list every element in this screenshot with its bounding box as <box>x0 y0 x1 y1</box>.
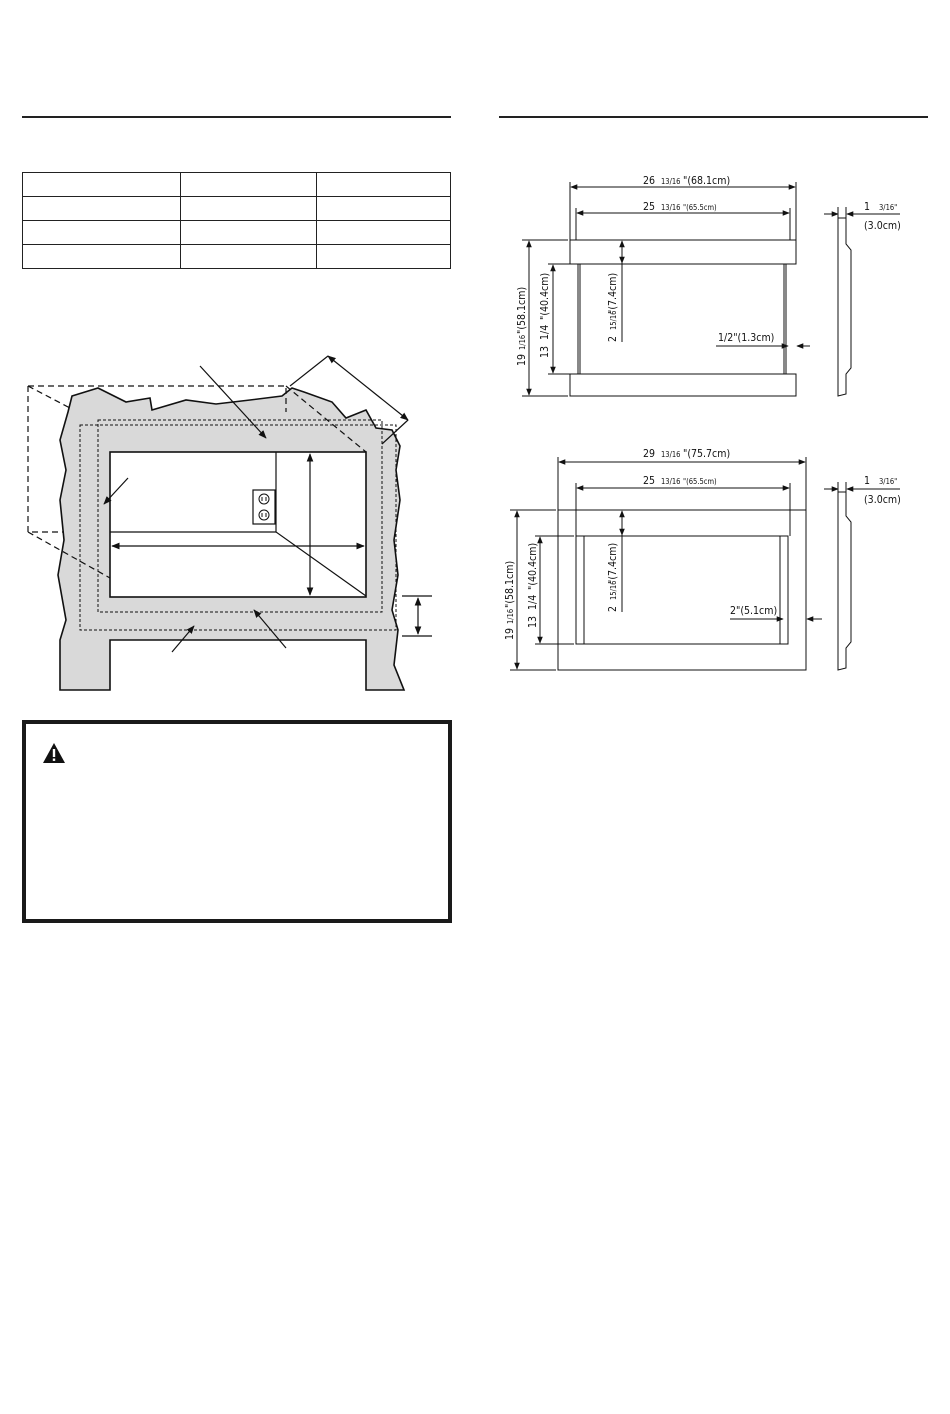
overall-height-fraction-2: 1/16 <box>506 608 515 624</box>
overall-width-unit: "(68.1cm) <box>683 175 731 187</box>
overall-width-label-2: 29 <box>643 448 656 460</box>
overall-height-label: 19 <box>516 353 528 366</box>
side-offset-label-2: 2"(5.1cm) <box>730 605 778 617</box>
side-offset-label: 1/2"(1.3cm) <box>718 332 775 344</box>
inner-width-label-2: 25 <box>643 475 656 487</box>
inner-height-unit-2: "(40.4cm) <box>527 542 539 590</box>
depth-fraction-2: 3/16" <box>879 477 898 486</box>
overall-width-fraction: 13/16 <box>661 177 681 186</box>
depth-label-2: 1 <box>864 475 871 487</box>
top-offset-fraction-2: 15/16 <box>609 580 618 600</box>
top-offset-unit-2: "(7.4cm) <box>607 542 619 584</box>
overall-height-fraction: 1/16 <box>518 334 527 350</box>
top-offset-label: 2 <box>607 335 619 342</box>
overall-height-label-2: 19 <box>504 627 516 640</box>
inner-width-label: 25 <box>643 201 656 213</box>
depth-unit-2: (3.0cm) <box>864 494 901 506</box>
top-offset-fraction: 15/16 <box>609 310 618 330</box>
inner-height-fraction-2: 1/4 <box>527 594 539 610</box>
inner-width-unit-2: "(65.5cm) <box>683 477 717 486</box>
top-offset-label-2: 2 <box>607 605 619 612</box>
overall-width-unit-2: "(75.7cm) <box>683 448 731 460</box>
inner-height-unit: "(40.4cm) <box>539 272 551 320</box>
inner-width-fraction-2: 13/16 <box>661 477 681 486</box>
inner-width-fraction: 13/16 <box>661 203 681 212</box>
depth-fraction: 3/16" <box>879 203 898 212</box>
inner-height-label: 13 <box>539 345 551 358</box>
inner-height-fraction: 1/4 <box>539 324 551 340</box>
inner-height-label-2: 13 <box>527 615 539 628</box>
top-offset-unit: "(7.4cm) <box>607 272 619 314</box>
depth-label: 1 <box>864 201 871 213</box>
overall-height-unit: "(58.1cm) <box>516 286 528 334</box>
overall-width-label: 26 <box>643 175 656 187</box>
inner-width-unit: "(65.5cm) <box>683 203 717 212</box>
overall-height-unit-2: "(58.1cm) <box>504 560 516 608</box>
depth-unit: (3.0cm) <box>864 220 901 232</box>
overall-width-fraction-2: 13/16 <box>661 450 681 459</box>
